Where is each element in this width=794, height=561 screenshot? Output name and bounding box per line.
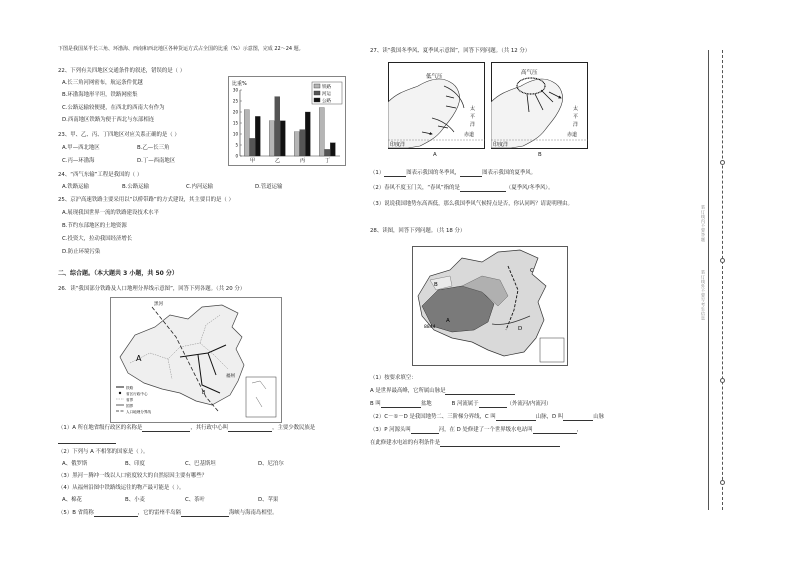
q28-sub2: （2）C－①－D 是我国地势二、三阶梯分界线，C 叫 山脉，D 叫 山脉 [370,414,605,420]
q28-blank-5[interactable] [563,415,593,421]
chart-y-tick: 20 [232,109,238,115]
q24-opt-b: B.公路运输 [122,184,149,190]
q25-opt-c: C.投资大，拉动我国经济增长 [62,236,133,242]
q26-blank-3[interactable] [58,438,116,444]
chart-y-tick: 5 [235,142,238,148]
bar-0-0 [244,110,249,156]
monsoon-map-a [388,62,485,149]
q22-opt-b: B.环渤海地形平坦，铁路网密集 [62,92,138,98]
bar-2-3 [330,143,335,156]
q25-opt-d: D.防止环境污染 [62,249,101,255]
chart-x-tick: 乙 [274,158,281,164]
south-china-sea-inset [246,377,276,417]
chart-y-tick: 15 [232,120,238,126]
q23-opt-a: A.甲—西北地区 [62,145,100,151]
q26-sub4-opt-d: D、苹果 [258,497,279,503]
q26-sub4-opt-c: C、茶叶 [185,497,205,503]
q25-opt-a: A.展现我国世界一流的铁路建设技术水平 [62,210,159,216]
bar-1-0 [250,138,255,156]
q26-sub2-opt-c: C、巴基斯坦 [185,461,216,467]
bar-2-1 [280,121,285,156]
chart-y-tick: 30 [232,87,238,93]
map-a-caption: A [433,152,437,158]
legend-swatch-river [314,91,320,95]
china-terrain-map [412,246,568,366]
q26-sub2-opt-d: D、尼泊尔 [258,461,284,467]
binding-note-1: 装订线内不要答题 [701,205,706,242]
china-railway-map [110,297,282,423]
monsoon-map-b [491,62,588,149]
q24-stem: 24、“西气东输”工程是我国的（ ） [58,172,143,178]
legend-road: 公路 [322,99,331,104]
q22-opt-c: C.公路运输较便捷，在西北的西南大有作为 [62,105,165,111]
q28-blank-7[interactable] [533,428,577,434]
svg-text:平: 平 [470,114,476,120]
legend-rail: 铁路 [322,85,331,90]
map-label-b: B [202,390,206,396]
svg-text:低气压: 低气压 [426,74,443,80]
q26-blank-2[interactable] [228,426,272,432]
q28-blank-3[interactable] [479,402,507,408]
svg-text:平: 平 [573,114,579,120]
chart-y-tick: 25 [232,98,238,104]
intro-text: 下图是我国某半长三角、环渤海、西南和西北地区各种货运方式占全国的比重（%）示意图，完成 22～24 题。 [58,46,304,52]
bar-0-1 [269,121,274,156]
q27-sub2: （2）春风不度玉门关，“春风”指的是 （夏季风/冬季风）。 [370,185,554,191]
binding-hole-1 [720,160,725,165]
q26-sub4-opt-a: A、棉花 [62,497,82,503]
chart-y-tick: 0 [235,153,238,159]
q27-sub1: （1） 图表示我国的冬季风， 图表示我国的夏季风。 [370,170,537,176]
q26-sub5: （5）B 省简称 ，它的雷州半岛隔 海峡与海南岛相望。 [58,510,278,516]
q22-opt-d: D.西南地区铁路为便于西北与东部相连 [62,117,155,123]
svg-text:印度洋: 印度洋 [493,142,509,148]
bar-0-2 [294,132,299,156]
q28-sub3: （3）P 河源头叫 河，在 D 处修建了一个世界级水电站叫 ， [370,427,582,433]
bar-2-0 [255,116,260,156]
binding-note-2: 装订线外不要写考生信息 [701,270,706,321]
q22-stem: 22、下列有关四地区交通条件的叙述，错误的是（ ） [58,68,186,74]
q23-opt-b: B.乙—长三角 [137,145,170,151]
chart-y-tick: 10 [232,131,238,137]
terrain-inset [540,338,564,362]
q26-sub4: （4）从福州沿图中铁路线运往的物产最可能是（ ）。 [58,485,185,491]
svg-text:太: 太 [573,106,579,112]
binding-hole-3 [720,378,725,383]
q26-sub2: （2）下列与 A 不相邻的国家是（ ）。 [58,449,149,455]
binding-line-outer [708,50,709,510]
bar-1-3 [325,149,330,156]
svg-text:高气压: 高气压 [521,70,538,76]
freight-bar-chart [228,76,346,166]
q24-opt-a: A.铁路运输 [62,184,89,190]
q23-opt-d: D.丁—西南地区 [137,158,176,164]
chart-x-tick: 丙 [299,158,306,164]
svg-text:赤道: 赤道 [464,132,475,138]
q23-stem: 23、甲、乙、丙、丁四地区对应关系正确的是（ ） [58,132,180,138]
q27-sub3: （3）说说我国地势东高西低，那么我国季风气候特点是否，你认同吗？请说明理由。 [370,201,573,207]
q24-opt-c: C.内河运输 [186,184,214,190]
q25-opt-b: B.节约东部地区的土地资源 [62,223,127,229]
map-b-caption: B [538,152,542,158]
chart-x-tick: 甲 [249,158,256,164]
q28-blank-2[interactable] [381,402,421,408]
svg-text:洋: 洋 [470,122,476,128]
q26-blank-5[interactable] [181,511,229,517]
q26-sub4-opt-b: B、小麦 [125,497,145,503]
q27-blank-1[interactable] [384,171,406,177]
q26-sub2-opt-a: A、俄罗斯 [62,461,88,467]
svg-text:D: D [518,326,523,332]
svg-text:国界: 国界 [126,404,134,408]
bar-0-3 [319,108,324,156]
q28-stem: 28、读图，回答下列问题。（共 18 分） [370,228,466,234]
q26-blank-1[interactable] [142,426,190,432]
q26-sub1-line2 [58,437,116,444]
q26-blank-4[interactable] [94,511,138,517]
q26-stem: 26．读“我国部分铁路及人口地理分界线示意图”，回答下列各题。（共 20 分） [58,286,246,292]
svg-text:铁路: 铁路 [126,386,134,390]
q26-sub3: （3）黑河－腾冲一线以人口密度较大的自然原因主要有哪些？ [58,473,207,479]
section-2-title: 二、综合题。（本大题共 3 小题，共 50 分） [58,270,178,277]
q26-sub1: （1）A 所在地省级行政区的名称是 ，其行政中心叫 ，主要少数民族是 [58,425,316,431]
q25-stem: 25、京沪高速铁路主要采用以“以桥带路”的方式建设，其主要目的是（ ） [58,197,234,203]
q28-sub1-a: A 是世界最高峰，它所属山脉是 [370,388,515,395]
q28-blank-6[interactable] [411,428,439,434]
svg-text:C: C [530,268,534,274]
q27-blank-3[interactable] [460,186,506,192]
legend-swatch-road [314,98,320,102]
q28-sub3-line2: 在此修建水电站的有利条件是 [370,440,560,447]
legend-swatch-rail [314,84,320,88]
map-label-a: A [136,354,142,363]
svg-text:省界: 省界 [126,398,134,402]
bar-1-2 [300,130,305,156]
q28-blank-1[interactable] [445,389,515,395]
map-label-heihe: 黑河 [154,302,163,307]
svg-text:省区行政中心: 省区行政中心 [126,392,148,396]
binding-hole-2 [720,258,725,263]
q27-stem: 27、读“我国冬季风、夏季风示意图”，回答下列问题。（共 12 分） [370,48,531,54]
svg-text:赤道: 赤道 [567,132,578,138]
bar-1-1 [275,97,280,156]
svg-text:洋: 洋 [573,122,579,128]
svg-text:太: 太 [470,106,476,112]
q28-sub1: （1）按要求填空： [370,375,417,381]
q27-blank-2[interactable] [460,171,482,177]
binding-hole-4 [720,480,725,485]
svg-text:人口地理分界线: 人口地理分界线 [126,410,152,414]
svg-text:8844: 8844 [424,325,436,330]
q26-sub2-opt-b: B、印度 [125,461,145,467]
q22-opt-a: A.长三角河网密布，航运条件优越 [62,80,143,86]
legend-river: 河运 [322,92,331,97]
svg-text:印度洋: 印度洋 [390,142,406,148]
q28-blank-8[interactable] [440,441,560,447]
map-label-fuzhou: 福州 [226,374,235,379]
bar-2-2 [305,112,310,156]
q23-opt-c: C.丙—环渤海 [62,158,95,164]
chart-ylabel: 比重% [232,81,247,87]
chart-x-tick: 丁 [324,158,331,164]
q24-opt-d: D.管道运输 [255,184,283,190]
q28-sub1-b: B 叫 盆地 B 河流属于 （外流河/内流河） [370,401,552,407]
svg-text:A: A [446,318,450,324]
q28-blank-4[interactable] [496,415,536,421]
binding-line-inner [722,50,723,510]
svg-text:B: B [434,282,438,288]
